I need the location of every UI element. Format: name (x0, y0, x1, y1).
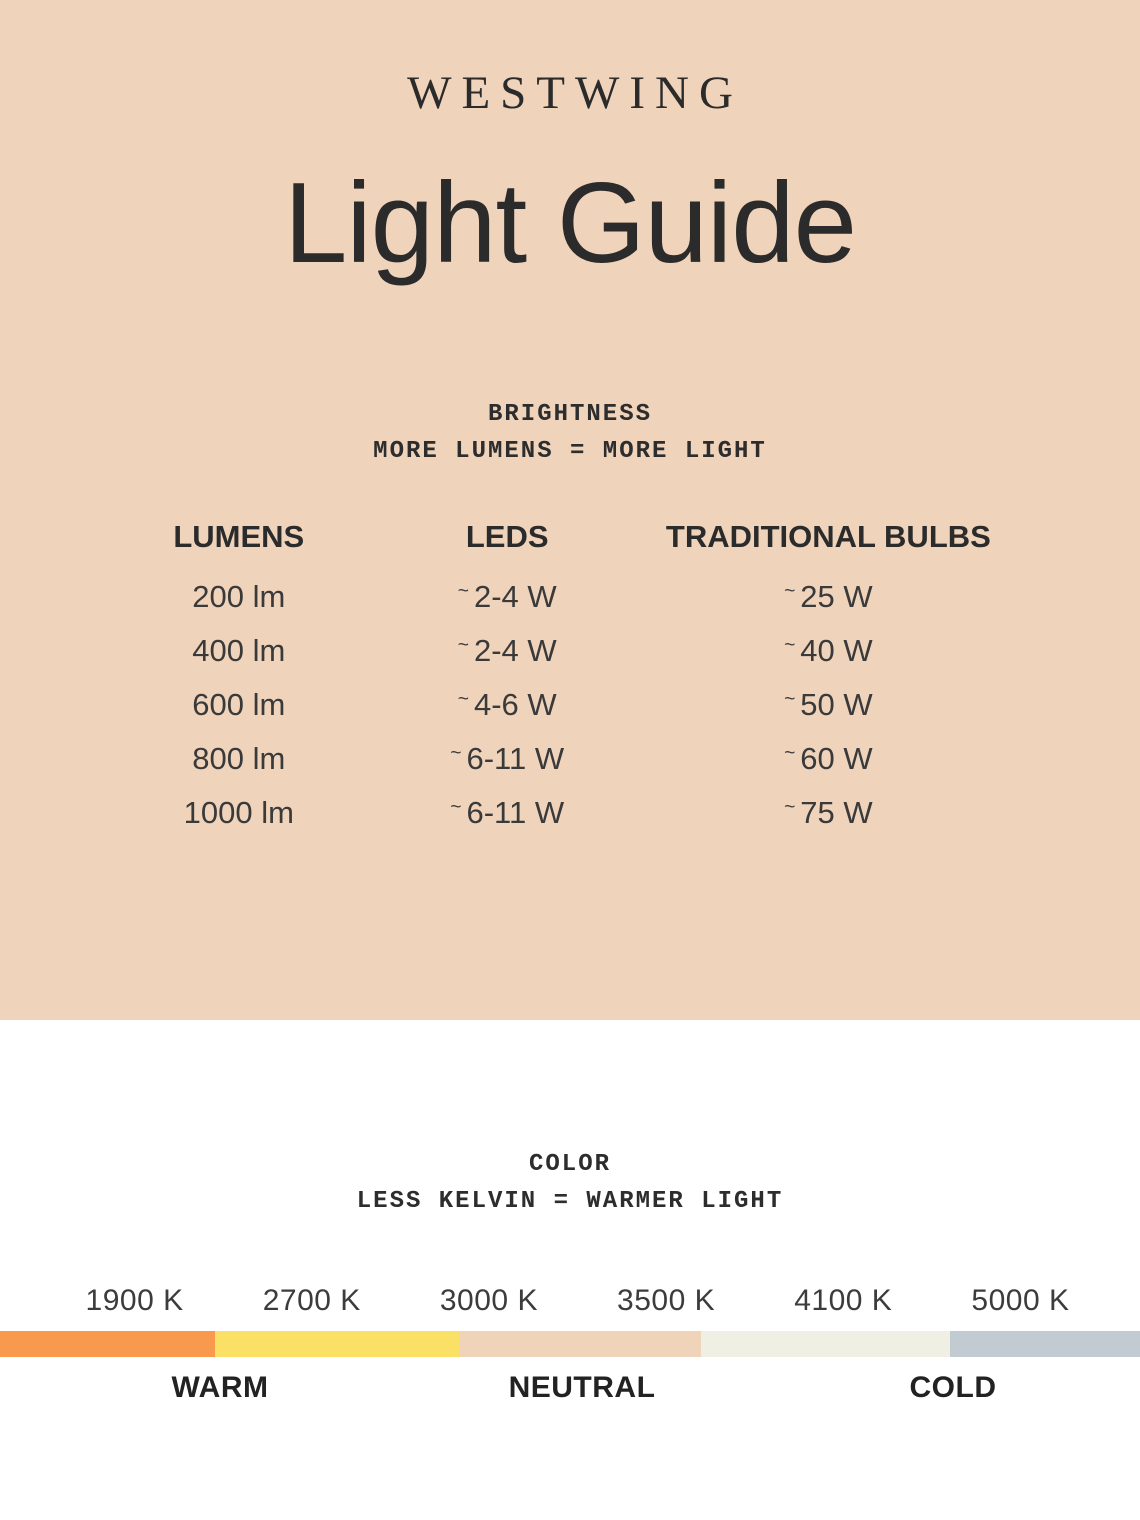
approx-symbol: ~ (450, 797, 462, 819)
color-temperature-bar (0, 1331, 1140, 1357)
approx-symbol: ~ (784, 797, 796, 819)
kelvin-label: 4100 K (794, 1284, 893, 1317)
bulb-watts-value: ~ 60 W (784, 740, 873, 776)
color-section (0, 1020, 1140, 1520)
color-subheading: LESS KELVIN = WARMER LIGHT (356, 1188, 784, 1215)
lumens-value: 1000 lm (183, 794, 294, 830)
temperature-zone-labels (0, 1369, 1140, 1419)
bulb-watts-value: ~ 25 W (784, 578, 873, 614)
color-heading: COLOR (528, 1151, 611, 1178)
kelvin-label: 3500 K (617, 1284, 716, 1317)
approx-symbol: ~ (450, 743, 462, 765)
bar-segment-warm-yellow (215, 1331, 459, 1357)
led-watts-value: ~ 4-6 W (457, 686, 557, 722)
brightness-intro (0, 396, 1140, 470)
table-row (120, 570, 1000, 624)
approx-symbol: ~ (457, 635, 469, 657)
approx-symbol: ~ (784, 743, 796, 765)
bar-segment-neutral-tan (459, 1331, 701, 1357)
bulb-watts-value: ~ 75 W (784, 794, 873, 830)
lumens-value: 200 lm (192, 578, 286, 614)
lumens-value: 600 lm (192, 686, 286, 722)
table-row (120, 732, 1000, 786)
led-watts-value: ~ 6-11 W (450, 794, 565, 830)
led-watts-value: ~ 2-4 W (457, 578, 557, 614)
bulb-watts-value: ~ 40 W (784, 632, 873, 668)
zone-label-neutral: NEUTRAL (508, 1371, 656, 1404)
led-watts-value: ~ 2-4 W (457, 632, 557, 668)
brightness-subheading: MORE LUMENS = MORE LIGHT (373, 437, 767, 465)
zone-label-warm: WARM (171, 1371, 269, 1404)
led-watts-value: ~ 6-11 W (450, 740, 565, 776)
table-row (120, 624, 1000, 678)
column-header-leds: LEDS (465, 518, 549, 554)
approx-symbol: ~ (784, 689, 796, 711)
kelvin-label: 2700 K (262, 1284, 361, 1317)
bar-segment-neutral-cream (701, 1331, 950, 1357)
bar-segment-warm-orange (0, 1331, 215, 1357)
column-header-traditional-bulbs: TRADITIONAL BULBS (665, 518, 991, 554)
kelvin-scale-labels (46, 1284, 1109, 1318)
bar-segment-cold-gray (950, 1331, 1140, 1357)
kelvin-label: 5000 K (971, 1284, 1070, 1317)
lumens-value: 400 lm (192, 632, 286, 668)
brand-logo: WESTWING (407, 67, 743, 119)
page-title: Light Guide (283, 160, 857, 287)
approx-symbol: ~ (457, 689, 469, 711)
approx-symbol: ~ (784, 635, 796, 657)
bulb-watts-value: ~ 50 W (784, 686, 873, 722)
table-row (120, 786, 1000, 840)
lumens-value: 800 lm (192, 740, 286, 776)
zone-label-cold: COLD (909, 1371, 997, 1404)
kelvin-label: 3000 K (439, 1284, 538, 1317)
column-header-lumens: LUMENS (173, 518, 305, 554)
table-header-row (120, 514, 1000, 560)
color-intro (0, 1146, 1140, 1220)
table-row (120, 678, 1000, 732)
brightness-heading: BRIGHTNESS (487, 400, 653, 428)
approx-symbol: ~ (784, 581, 796, 603)
lumens-table (120, 514, 1000, 840)
kelvin-label: 1900 K (85, 1284, 184, 1317)
approx-symbol: ~ (457, 581, 469, 603)
